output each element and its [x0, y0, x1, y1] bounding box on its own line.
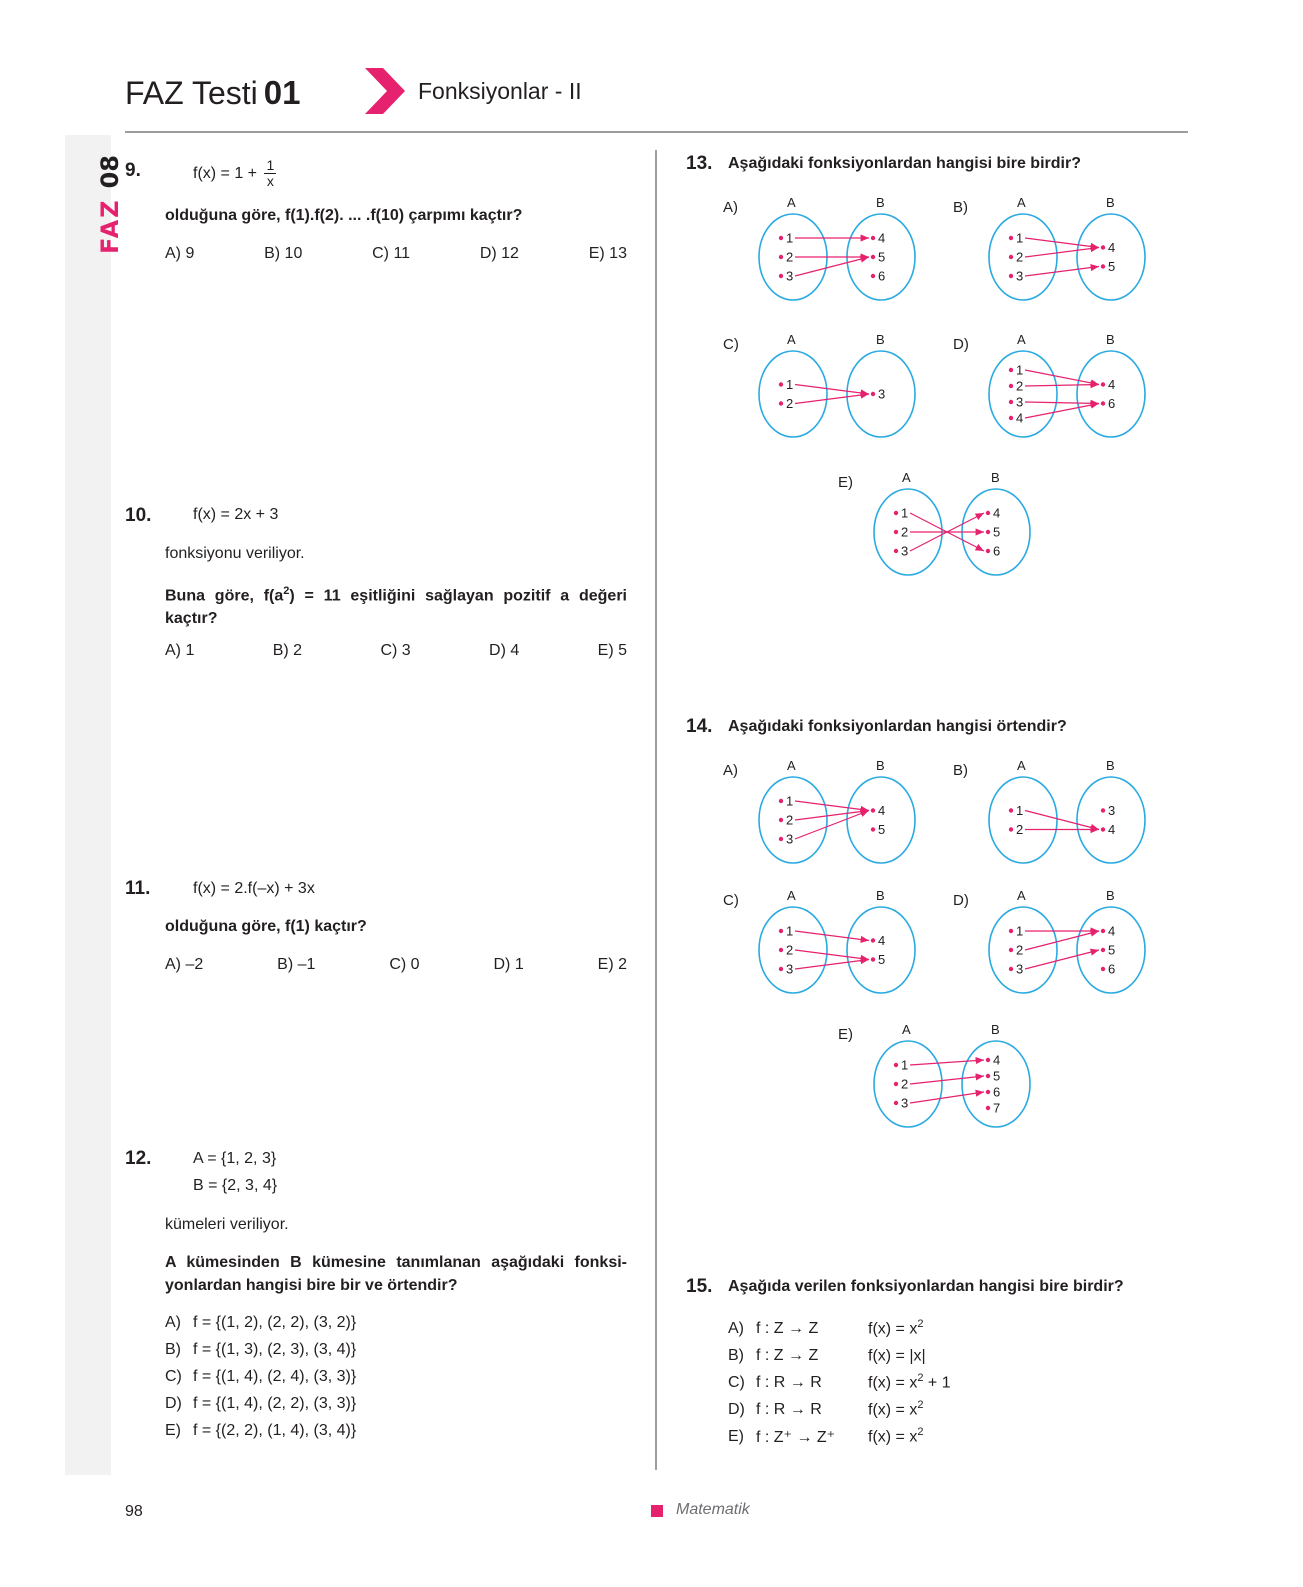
mapping-arrow — [795, 931, 869, 941]
diagram-option-letter: D) — [953, 892, 969, 909]
mapping-arrow — [795, 257, 869, 276]
set-b-dot — [1101, 401, 1105, 405]
q15-number: 15. — [686, 1276, 713, 1297]
q12-option-letter: E) — [165, 1421, 181, 1439]
diagram-option-letter: D) — [953, 336, 969, 353]
set-a-label: A — [1017, 758, 1026, 773]
q12-options — [165, 1309, 356, 1444]
set-a-label: A — [902, 1022, 911, 1037]
q15-fx-text: f(x) = |x| — [868, 1347, 926, 1365]
set-a-dot — [1009, 368, 1013, 372]
set-a-dot — [894, 530, 898, 534]
set-a-element: 3 — [786, 961, 794, 977]
set-b-dot — [871, 957, 875, 961]
mapping-arrow — [1025, 404, 1099, 419]
q15-fx-sup: 2 — [917, 1318, 924, 1331]
q14-option-c-diagram[interactable] — [723, 888, 943, 1000]
q12-set-a: A = {1, 2, 3} — [193, 1150, 277, 1167]
set-a-dot — [779, 818, 783, 822]
q13-number: 13. — [686, 153, 713, 174]
q9-prompt: olduğuna göre, f(1).f(2). ... .f(10) çarpımı kaçtır? — [165, 207, 523, 224]
set-a-dot — [1009, 274, 1013, 278]
set-a-dot — [779, 255, 783, 259]
mapping-arrow — [1025, 248, 1099, 258]
set-b-dot — [986, 1058, 990, 1062]
set-a-dot — [779, 967, 783, 971]
set-b-dot — [1101, 264, 1105, 268]
set-b-element: 7 — [993, 1100, 1001, 1116]
set-b-dot — [871, 938, 875, 942]
set-a-element: 1 — [901, 1057, 909, 1073]
q13-option-a-diagram[interactable] — [723, 195, 943, 307]
q11-number: 11. — [125, 878, 151, 899]
q12-option-b[interactable] — [165, 1336, 356, 1363]
diagram-option-letter: B) — [953, 762, 968, 779]
set-a-dot — [1009, 929, 1013, 933]
q11-option-e[interactable]: E) 2 — [597, 956, 627, 973]
header-divider — [125, 131, 1188, 133]
set-b-label: B — [876, 195, 885, 210]
mapping-arrow — [795, 385, 869, 395]
q9-option-a[interactable]: A) 9 — [165, 245, 195, 262]
set-b-element: 5 — [1108, 259, 1116, 274]
set-a-element: 1 — [1016, 362, 1024, 378]
set-b-element: 6 — [1108, 961, 1116, 977]
set-b-label: B — [876, 758, 885, 773]
set-b-element: 6 — [878, 268, 886, 284]
set-a-element: 2 — [1016, 822, 1024, 837]
set-a-dot — [1009, 808, 1013, 812]
q15-option-fx — [868, 1372, 988, 1392]
set-a-dot — [894, 511, 898, 515]
q13-option-c-diagram[interactable] — [723, 332, 943, 444]
mapping-arrow — [1025, 370, 1099, 385]
set-b-element: 6 — [993, 543, 1001, 559]
set-a-element: 2 — [1016, 249, 1024, 265]
set-a-element: 1 — [901, 505, 909, 521]
q12-option-text: f = {(1, 2), (2, 2), (3, 2)} — [193, 1313, 357, 1331]
page-title-text: FAZ Testi — [125, 75, 258, 111]
q15-options — [728, 1315, 988, 1450]
q12-prompt: A kümesinden B kümesine tanımlanan aşağıdaki fonksi-yonlardan hangisi bire bir ve örtendir? — [165, 1254, 627, 1294]
subject-label: Matematik — [676, 1501, 750, 1518]
q15-option-fn: f : R → R — [756, 1400, 822, 1418]
set-a-dot — [1009, 255, 1013, 259]
set-a-element: 1 — [786, 793, 794, 809]
q13-option-e-diagram[interactable] — [838, 470, 1058, 582]
set-a-dot — [1009, 400, 1013, 404]
q15-option-fx — [868, 1318, 988, 1338]
q14-number: 14. — [686, 716, 713, 737]
q10-option-e[interactable]: E) 5 — [597, 642, 627, 659]
set-a-dot — [1009, 416, 1013, 420]
set-a-element: 3 — [786, 831, 794, 847]
q9-option-b[interactable]: B) 10 — [264, 245, 303, 262]
set-a-element: 2 — [786, 812, 794, 828]
set-a-label: A — [787, 758, 796, 773]
set-b-label: B — [991, 1022, 1000, 1037]
q9-options — [165, 245, 627, 263]
q12-option-text: f = {(2, 2), (1, 4), (3, 4)} — [193, 1421, 357, 1439]
set-b-element: 4 — [1108, 240, 1116, 255]
q9-fraction — [264, 158, 276, 190]
set-b-element: 5 — [1108, 942, 1116, 958]
set-a-element: 1 — [786, 923, 794, 939]
set-a-dot — [779, 382, 783, 386]
q15-fx-text: f(x) = x — [868, 1320, 918, 1338]
q15-option-d[interactable] — [728, 1396, 988, 1423]
q15-option-letter: A) — [728, 1319, 744, 1337]
q15-option-e[interactable] — [728, 1423, 988, 1450]
set-a-element: 1 — [786, 230, 794, 246]
set-a-dot — [894, 549, 898, 553]
set-a-dot — [779, 837, 783, 841]
set-a-dot — [779, 401, 783, 405]
q10-intro: fonksiyonu veriliyor. — [165, 545, 305, 562]
diagram-option-letter: E) — [838, 474, 853, 491]
set-b-circle — [847, 777, 915, 863]
q15-fx-sup: 2 — [917, 1426, 924, 1439]
q9-formula — [193, 158, 276, 190]
diagram-option-letter: A) — [723, 199, 738, 216]
q14-option-b-diagram[interactable] — [953, 758, 1173, 870]
q15-fx-sup: 2 — [917, 1399, 924, 1412]
set-a-label: A — [787, 888, 796, 903]
set-b-label: B — [991, 470, 1000, 485]
set-a-element: 3 — [901, 1095, 909, 1111]
set-a-element: 3 — [901, 543, 909, 559]
q9-option-d[interactable]: D) 12 — [479, 245, 519, 262]
set-b-element: 4 — [878, 933, 886, 948]
set-b-dot — [1101, 948, 1105, 952]
set-b-dot — [986, 1090, 990, 1094]
set-b-element: 6 — [993, 1084, 1001, 1100]
set-b-dot — [986, 1106, 990, 1110]
subject-marker — [651, 1505, 663, 1517]
set-b-dot — [986, 530, 990, 534]
q12-option-e[interactable] — [165, 1417, 356, 1444]
set-a-element: 2 — [786, 396, 794, 411]
set-b-dot — [1101, 929, 1105, 933]
set-a-label: A — [902, 470, 911, 485]
set-b-element: 3 — [1108, 803, 1116, 818]
set-b-circle — [847, 907, 915, 993]
q11-option-b[interactable]: B) –1 — [277, 956, 316, 973]
set-b-dot — [986, 1074, 990, 1078]
diagram-option-letter: C) — [723, 892, 739, 909]
q14-prompt: Aşağıdaki fonksiyonlardan hangisi örtendir? — [728, 718, 1067, 735]
set-a-element: 4 — [1016, 410, 1024, 426]
q11-formula: f(x) = 2.f(–x) + 3x — [193, 880, 315, 897]
q11-prompt: olduğuna göre, f(1) kaçtır? — [165, 918, 367, 935]
mapping-arrow — [1025, 402, 1099, 404]
set-b-element: 4 — [878, 230, 886, 246]
set-a-dot — [1009, 827, 1013, 831]
set-a-dot — [894, 1063, 898, 1067]
set-b-label: B — [1106, 888, 1115, 903]
set-a-dot — [779, 274, 783, 278]
q12-option-letter: A) — [165, 1313, 181, 1331]
set-a-dot — [894, 1082, 898, 1086]
mapping-arrow — [910, 1076, 984, 1084]
q13-option-d-diagram[interactable] — [953, 332, 1173, 444]
q11-option-a[interactable]: A) –2 — [165, 956, 204, 973]
set-b-element: 5 — [878, 952, 886, 967]
column-divider — [655, 150, 657, 1470]
q15-option-a[interactable] — [728, 1315, 988, 1342]
q11-option-d[interactable]: D) 1 — [493, 956, 524, 973]
set-a-label: A — [1017, 332, 1026, 347]
set-b-dot — [871, 827, 875, 831]
diagram-option-letter: A) — [723, 762, 738, 779]
mapping-arrow — [910, 1092, 984, 1103]
q13-prompt: Aşağıdaki fonksiyonlardan hangisi bire birdir? — [728, 155, 1081, 172]
page-number: 98 — [125, 1503, 143, 1520]
mapping-arrow — [910, 1060, 984, 1065]
q15-option-letter: D) — [728, 1400, 745, 1418]
q9-frac-den: x — [266, 173, 274, 190]
set-a-dot — [779, 799, 783, 803]
q10-number: 10. — [125, 505, 152, 526]
q12-option-text: f = {(1, 4), (2, 2), (3, 3)} — [193, 1394, 357, 1412]
set-b-dot — [1101, 245, 1105, 249]
q12-option-d[interactable] — [165, 1390, 356, 1417]
q15-option-fx — [868, 1399, 988, 1419]
q15-option-fn: f : Z⁺ → Z⁺ — [756, 1428, 836, 1446]
q15-option-fx — [868, 1345, 988, 1365]
q15-fx-text: f(x) = x — [868, 1428, 918, 1446]
set-a-element: 2 — [786, 249, 794, 265]
set-b-dot — [871, 236, 875, 240]
set-b-dot — [871, 808, 875, 812]
set-a-element: 2 — [1016, 942, 1024, 958]
q14-option-e-diagram[interactable] — [838, 1022, 1058, 1134]
set-b-dot — [1101, 808, 1105, 812]
q15-fx-text: f(x) = x — [868, 1401, 918, 1419]
set-a-element: 3 — [786, 268, 794, 284]
q12-option-letter: B) — [165, 1340, 181, 1358]
set-b-label: B — [1106, 758, 1115, 773]
set-b-label: B — [876, 332, 885, 347]
set-a-element: 2 — [901, 524, 909, 540]
set-b-dot — [1101, 967, 1105, 971]
q12-option-letter: C) — [165, 1367, 182, 1385]
set-b-element: 6 — [1108, 396, 1116, 411]
set-a-dot — [779, 948, 783, 952]
set-b-element: 4 — [993, 1052, 1001, 1068]
q12-option-a[interactable] — [165, 1309, 356, 1336]
q12-option-text: f = {(1, 4), (2, 4), (3, 3)} — [193, 1367, 357, 1385]
q9-option-c[interactable]: C) 11 — [372, 245, 411, 262]
set-a-label: A — [1017, 195, 1026, 210]
q12-number: 12. — [125, 1148, 152, 1169]
q9-option-e[interactable]: E) 13 — [588, 245, 627, 262]
set-a-element: 1 — [786, 377, 794, 392]
set-b-element: 4 — [1108, 923, 1116, 939]
set-a-element: 3 — [1016, 268, 1024, 284]
q15-option-fx — [868, 1426, 988, 1446]
set-b-label: B — [876, 888, 885, 903]
set-a-element: 3 — [1016, 961, 1024, 977]
set-b-element: 5 — [878, 249, 886, 265]
q10-option-b[interactable]: B) 2 — [272, 642, 303, 659]
q12-option-c[interactable] — [165, 1363, 356, 1390]
set-b-dot — [986, 549, 990, 553]
q15-option-c[interactable] — [728, 1369, 988, 1396]
q14-option-d-diagram[interactable] — [953, 888, 1173, 1000]
mapping-arrow — [1025, 238, 1099, 248]
mapping-arrow — [1025, 931, 1099, 950]
q15-fx-text: f(x) = x — [868, 1374, 918, 1392]
diagram-option-letter: B) — [953, 199, 968, 216]
side-strip — [65, 135, 111, 1475]
q13-option-b-diagram[interactable] — [953, 195, 1173, 307]
set-a-element: 2 — [901, 1076, 909, 1092]
q12-set-b: B = {2, 3, 4} — [193, 1177, 278, 1194]
set-b-element: 5 — [993, 524, 1001, 540]
q10-option-d[interactable]: D) 4 — [489, 642, 520, 659]
set-b-circle — [1077, 214, 1145, 300]
set-b-label: B — [1106, 195, 1115, 210]
set-b-element: 4 — [878, 803, 886, 818]
mapping-arrow — [795, 801, 869, 811]
set-b-dot — [1101, 827, 1105, 831]
q10-option-a[interactable]: A) 1 — [165, 642, 195, 659]
q15-prompt: Aşağıda verilen fonksiyonlardan hangisi bire birdir? — [728, 1278, 1124, 1295]
test-number: 01 — [263, 74, 301, 111]
q15-option-fn: f : Z → Z — [756, 1346, 819, 1364]
chevron-right-icon — [365, 68, 405, 114]
diagram-option-letter: C) — [723, 336, 739, 353]
set-b-dot — [986, 511, 990, 515]
set-a-label: A — [787, 195, 796, 210]
q15-option-fn: f : R → R — [756, 1373, 822, 1391]
mapping-arrow — [795, 960, 869, 970]
set-a-element: 1 — [1016, 923, 1024, 939]
q15-option-fn: f : Z → Z — [756, 1319, 819, 1337]
faz-side-label — [96, 155, 124, 254]
q11-options — [165, 956, 627, 974]
set-b-dot — [871, 392, 875, 396]
set-b-element: 5 — [993, 1068, 1001, 1084]
mapping-arrow — [795, 950, 869, 960]
set-b-element: 5 — [878, 822, 886, 837]
set-a-element: 2 — [1016, 378, 1024, 394]
page-title — [125, 74, 301, 112]
page-subtitle: Fonksiyonlar - II — [418, 78, 582, 104]
q9-frac-num: 1 — [266, 157, 275, 173]
set-b-element: 4 — [993, 505, 1001, 521]
set-a-dot — [894, 1101, 898, 1105]
q9-formula-prefix: f(x) = 1 + — [193, 165, 258, 183]
set-b-circle — [1077, 777, 1145, 863]
set-b-circle — [1077, 351, 1145, 437]
q10-options — [165, 642, 627, 660]
set-b-element: 3 — [878, 386, 886, 402]
set-b-element: 4 — [1108, 377, 1116, 392]
q10-formula: f(x) = 2x + 3 — [193, 506, 279, 523]
set-b-label: B — [1106, 332, 1115, 347]
q10-option-c[interactable]: C) 3 — [380, 642, 411, 659]
q15-fx-tail: + 1 — [923, 1374, 951, 1392]
mapping-arrow — [1025, 811, 1099, 830]
set-a-dot — [779, 236, 783, 240]
set-a-dot — [1009, 236, 1013, 240]
mapping-arrow — [1025, 385, 1099, 387]
q15-option-letter: E) — [728, 1427, 744, 1445]
q15-fx-sup: 2 — [917, 1372, 924, 1385]
set-b-dot — [1101, 382, 1105, 386]
set-a-dot — [779, 929, 783, 933]
set-a-label: A — [1017, 888, 1026, 903]
set-a-element: 3 — [1016, 394, 1024, 410]
mapping-arrow — [1025, 267, 1099, 277]
q15-option-letter: C) — [728, 1373, 745, 1391]
faz-side-text: FAZ — [96, 198, 124, 255]
set-a-label: A — [787, 332, 796, 347]
q9-number: 9. — [125, 160, 141, 181]
set-a-element: 1 — [1016, 803, 1024, 818]
set-b-dot — [871, 255, 875, 259]
q15-option-letter: B) — [728, 1346, 744, 1364]
q12-option-letter: D) — [165, 1394, 182, 1412]
set-a-circle — [989, 777, 1057, 863]
q12-intro: kümeleri veriliyor. — [165, 1216, 289, 1233]
set-a-element: 1 — [1016, 230, 1024, 246]
mapping-arrow — [1025, 950, 1099, 969]
set-a-dot — [1009, 948, 1013, 952]
set-b-element: 4 — [1108, 822, 1116, 837]
set-a-circle — [759, 351, 827, 437]
set-a-dot — [1009, 384, 1013, 388]
faz-side-number: 08 — [96, 155, 124, 189]
q11-option-c[interactable]: C) 0 — [389, 956, 420, 973]
set-a-element: 2 — [786, 942, 794, 958]
diagram-option-letter: E) — [838, 1026, 853, 1043]
q10-prompt-sup: 2 — [283, 585, 290, 597]
mapping-arrow — [795, 394, 869, 404]
q10-prompt-before: Buna göre, f(a — [165, 587, 284, 605]
q15-option-b[interactable] — [728, 1342, 988, 1369]
q12-option-text: f = {(1, 3), (2, 3), (3, 4)} — [193, 1340, 357, 1358]
q10-prompt — [165, 580, 627, 630]
set-b-dot — [871, 274, 875, 278]
q14-option-a-diagram[interactable] — [723, 758, 943, 870]
set-a-dot — [1009, 967, 1013, 971]
q10-prompt-after: ) = 11 eşitliğini sağlayan pozitif a değeri kaçtır? — [165, 587, 628, 628]
